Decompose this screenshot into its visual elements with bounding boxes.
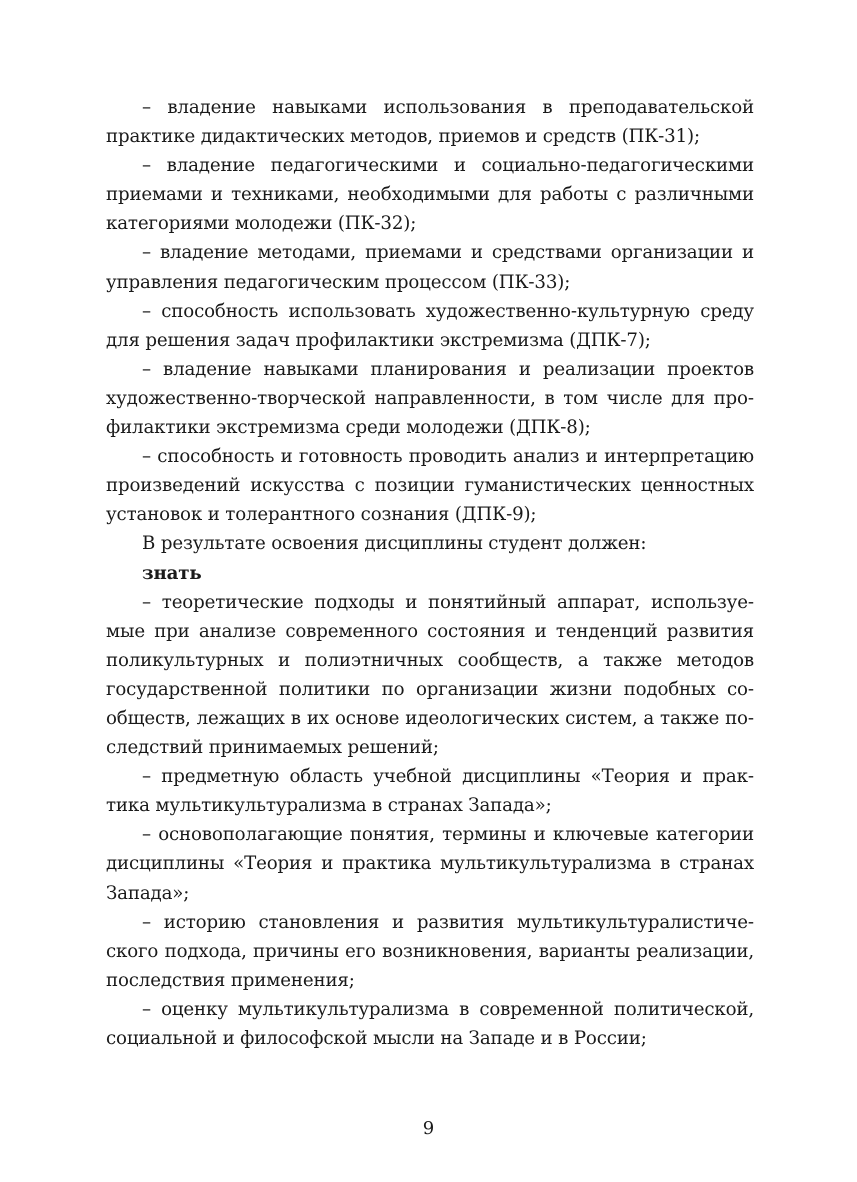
competence-item-pk33: – владение методами, приемами и средствами организации и управления педагогическим процессом (ПК-33); [106, 242, 754, 293]
competence-item-pk31: – владение навыками использования в преподавательской практике дидактических методов, приемов и средств (ПК-31); [106, 97, 754, 148]
result-intro: В результате освоения дисциплины студент должен: [142, 533, 647, 555]
know-item-concepts: – основополагающие понятия, термины и ключевые категории дисциплины «Теория и практика мультикультурализма в странах Запада»; [106, 824, 754, 904]
competence-item-pk32: – владение педагогическими и социально-педагогическими приемами и техниками, необходимыми для работы с различными категориями молодежи (ПК-32); [106, 155, 754, 235]
body-text [106, 93, 754, 1053]
competence-item-dpk7: – способность использовать художественно-культурную среду для решения задач профилактики экстремизма (ДПК-7); [106, 300, 754, 351]
competence-item-dpk8: – владение навыками планирования и реализации проектов художественно-творческой направленности, в том числе для профилактики экстремизма среди молодежи (ДПК-8); [106, 358, 754, 439]
know-heading: знать [142, 562, 202, 584]
know-item-history: – историю становления и развития мультикультуралистического подхода, причины его возникновения, варианты реализации, последствия применения; [106, 911, 754, 991]
know-item-subject-area: – предметную область учебной дисциплины «Теория и практика мультикультурализма в странах Запада»; [106, 766, 754, 817]
competence-item-dpk9: – способность и готовность проводить анализ и интерпретацию произведений искусства с позиции гуманистических ценностных установок и толерантного сознания (ДПК-9); [106, 446, 754, 526]
know-item-assessment: – оценку мультикультурализма в современной политической, социальной и философской мысли на Западе и в России; [106, 998, 754, 1049]
page-number: 9 [422, 1118, 435, 1139]
know-item-approaches: – теоретические подходы и понятийный аппарат, используемые при анализе современного состояния и тенденций развития поликультурных и полиэтничных сообществ, а также методов государственной политики по организации жизни подобных сообществ, лежащих в их основе идеологических систем, а также последствий принимаемых решений; [106, 591, 754, 759]
